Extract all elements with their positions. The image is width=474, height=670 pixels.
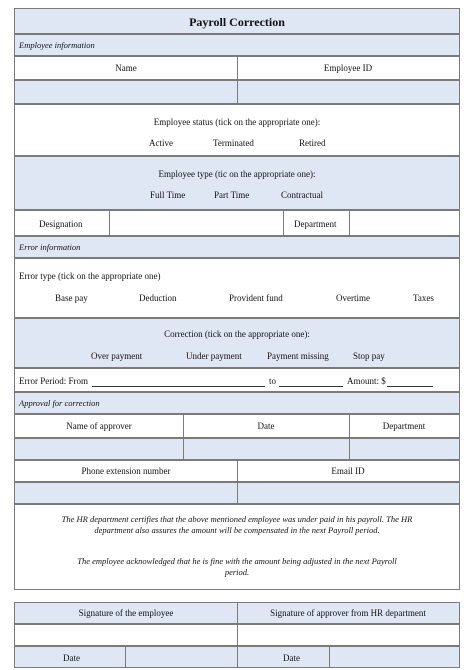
employee-signature-label: Signature of the employee xyxy=(78,608,174,618)
title-bar xyxy=(14,8,460,34)
signature-header-row xyxy=(14,602,460,624)
approver-signature-field[interactable] xyxy=(238,625,459,645)
designation-label: Designation xyxy=(39,219,83,229)
form-title: Payroll Correction xyxy=(189,15,285,29)
contact-header-row xyxy=(14,460,460,482)
status-option-retired[interactable]: Retired xyxy=(299,138,326,148)
employee-section-label: Employee information xyxy=(19,40,95,50)
correction-option-payment-missing[interactable]: Payment missing xyxy=(267,351,329,361)
employee-id-label: Employee ID xyxy=(323,63,373,73)
employee-type-prompt: Employee type (tic on the appropriate one): xyxy=(158,169,316,179)
error-section-label: Error information xyxy=(19,242,81,252)
name-label: Name xyxy=(115,63,137,73)
employee-section-header xyxy=(14,34,460,56)
signature-date-row xyxy=(14,646,460,668)
error-type-block xyxy=(14,258,460,318)
signature-input-row xyxy=(14,624,460,646)
certification-paragraph-1: The HR department certifies that the above mentioned employee was under paid in his payroll. The HR department also assures the amount will be compensated in the next Payroll period. xyxy=(61,514,413,535)
email-id-field[interactable] xyxy=(238,483,459,503)
correction-block xyxy=(14,318,460,368)
approver-date-field[interactable] xyxy=(330,647,459,667)
error-option-taxes[interactable]: Taxes xyxy=(413,293,434,303)
approval-section-label: Approval for correction xyxy=(19,398,100,408)
employee-signature-field[interactable] xyxy=(15,625,237,645)
certification-paragraph-2: The employee acknowledged that he is fine with the amount being adjusted in the next Payroll period. xyxy=(77,556,397,577)
error-period-row xyxy=(14,368,460,392)
phone-extension-label: Phone extension number xyxy=(81,466,171,476)
phone-extension-field[interactable] xyxy=(15,483,237,503)
error-section-header xyxy=(14,236,460,258)
department-field[interactable] xyxy=(350,211,459,235)
name-field[interactable] xyxy=(15,81,237,103)
designation-department-row xyxy=(14,210,460,236)
employee-date-field[interactable] xyxy=(126,647,237,667)
approval-header-row xyxy=(14,414,460,438)
status-option-active[interactable]: Active xyxy=(149,138,173,148)
approval-section-header xyxy=(14,392,460,414)
email-id-label: Email ID xyxy=(331,466,365,476)
type-option-contractual[interactable]: Contractual xyxy=(281,190,323,200)
type-option-part-time[interactable]: Part Time xyxy=(214,190,250,200)
approval-department-label: Department xyxy=(382,421,426,431)
correction-option-under-payment[interactable]: Under payment xyxy=(186,351,242,361)
amount-line[interactable] xyxy=(387,386,433,387)
approver-name-field[interactable] xyxy=(15,439,183,459)
correction-option-over-payment[interactable]: Over payment xyxy=(91,351,143,361)
employee-id-field[interactable] xyxy=(238,81,459,103)
error-type-prompt: Error type (tick on the appropriate one) xyxy=(19,271,161,281)
correction-prompt: Correction (tick on the appropriate one): xyxy=(164,329,310,339)
department-label: Department xyxy=(294,219,337,229)
certification-block xyxy=(14,504,460,590)
error-period-from-label: Error Period: From xyxy=(19,376,88,386)
error-option-deduction[interactable]: Deduction xyxy=(139,293,177,303)
approval-input-row xyxy=(14,438,460,460)
approval-date-label: Date xyxy=(257,421,275,431)
type-option-full-time[interactable]: Full Time xyxy=(150,190,186,200)
approver-signature-label: Signature of approver from HR department xyxy=(270,608,426,618)
employee-status-block xyxy=(14,104,460,156)
error-option-overtime[interactable]: Overtime xyxy=(336,293,370,303)
employee-type-block xyxy=(14,156,460,210)
contact-input-row xyxy=(14,482,460,504)
name-id-header-row xyxy=(14,56,460,80)
approver-date-label: Date xyxy=(283,653,300,663)
approval-department-field[interactable] xyxy=(350,439,459,459)
correction-option-stop-pay[interactable]: Stop pay xyxy=(353,351,385,361)
amount-label: Amount: $ xyxy=(347,376,386,386)
approver-name-label: Name of approver xyxy=(66,421,132,431)
status-option-terminated[interactable]: Terminated xyxy=(213,138,254,148)
name-id-input-row xyxy=(14,80,460,104)
employee-status-prompt: Employee status (tick on the appropriate one): xyxy=(153,117,321,127)
to-date-line[interactable] xyxy=(279,386,343,387)
employee-date-label: Date xyxy=(63,653,80,663)
error-option-base-pay[interactable]: Base pay xyxy=(55,293,88,303)
error-period-to-label: to xyxy=(269,376,277,386)
from-date-line[interactable] xyxy=(92,386,265,387)
approval-date-field[interactable] xyxy=(184,439,349,459)
designation-field[interactable] xyxy=(110,211,282,235)
error-option-provident-fund[interactable]: Provident fund xyxy=(229,293,283,303)
